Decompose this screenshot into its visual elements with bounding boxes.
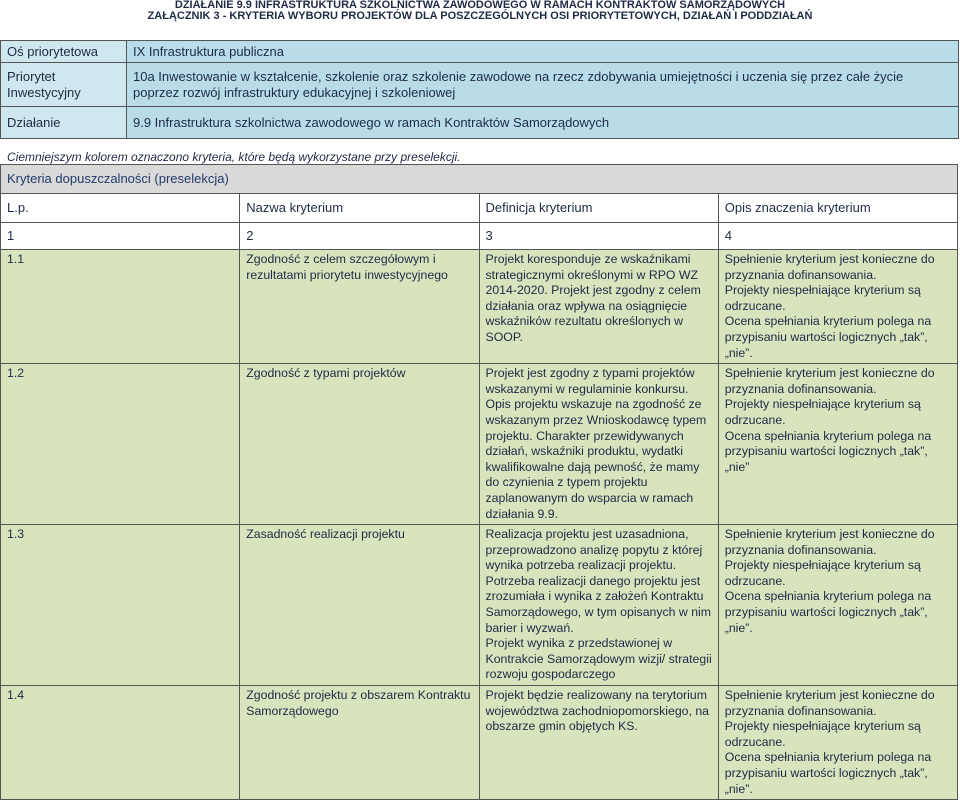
column-number: 1 [1,223,240,250]
table-row [1,525,958,686]
header-lp: L.p. [1,194,240,223]
axis-label: Oś priorytetowa [1,41,127,63]
header-title: DZIAŁANIE 9.9 INFRASTRUKTURA SZKOLNICTWA ZAWODOWEGO W RAMACH KONTRAKTÓW SAMORZĄDOWYCH [174,0,786,11]
row-description: Spełnienie kryterium jest konieczne do przyznania dofinansowania. Projekty niespełniające kryterium są odrzucane. Ocena spełniania kryterium polega na przypisaniu wartości logicznych „tak”, „nie”. [718,525,957,686]
preselection-note: Ciemniejszym kolorem oznaczono kryteria, które będą wykorzystane przy preselekcji. [7,150,461,164]
column-number: 3 [479,223,718,250]
criteria-title: Kryteria dopuszczalności (preselekcja) [1,165,958,194]
row-definition: Projekt będzie realizowany na terytorium województwa zachodniopomorskiego, na obszarze gmin objętych KS. [479,686,718,800]
row-description: Spełnienie kryterium jest konieczne do przyznania dofinansowania. Projekty niespełniające kryterium są odrzucane. Ocena spełniania kryterium polega na przypisaniu wartości logicznych „tak”, „nie”. [718,686,957,800]
row-lp: 1.1 [1,250,240,364]
axis-value: IX Infrastruktura publiczna [127,41,959,63]
criteria-table [0,164,958,800]
table-row [1,250,958,364]
table-row [1,686,958,800]
priority-axis-table [0,40,959,139]
row-name: Zasadność realizacji projektu [240,525,479,686]
row-name: Zgodność projektu z obszarem Kontraktu Samorządowego [240,686,479,800]
row-description: Spełnienie kryterium jest konieczne do przyznania dofinansowania. Projekty niespełniające kryterium są odrzucane. Ocena spełniania kryterium polega na przypisaniu wartości logicznych „tak”, „nie” [718,364,957,525]
header-description: Opis znaczenia kryterium [718,194,957,223]
action-value: 9.9 Infrastruktura szkolnictwa zawodowego w ramach Kontraktów Samorządowych [127,107,959,139]
row-description: Spełnienie kryterium jest konieczne do przyznania dofinansowania. Projekty niespełniające kryterium są odrzucane. Ocena spełniania kryterium polega na przypisaniu wartości logicznych „tak”, „nie”. [718,250,957,364]
row-name: Zgodność z typami projektów [240,364,479,525]
action-label: Działanie [1,107,127,139]
header-name: Nazwa kryterium [240,194,479,223]
header-subtitle: ZAŁĄCZNIK 3 - KRYTERIA WYBORU PROJEKTÓW DLA POSZCZEGÓLNYCH OSI PRIORYTETOWYCH, DZIAŁAŃ I PODDZIAŁAŃ [147,10,813,22]
row-definition: Realizacja projektu jest uzasadniona, przeprowadzono analizę popytu z której wynika potrzeba realizacji projektu. Potrzeba realizacji danego projektu jest zrozumiała i wynika z założeń Kontraktu Samorządowego, w tym opisanych w nim barier i wyzwań. Projekt wynika z przedstawionej w Kontrakcie Samorządowym wizji/ strategii rozwoju gospodarczego [479,525,718,686]
table-row [1,364,958,525]
document-header [0,0,960,22]
row-lp: 1.2 [1,364,240,525]
row-lp: 1.4 [1,686,240,800]
criteria-header-row [1,194,958,223]
row-definition: Projekt jest zgodny z typami projektów wskazanymi w regulaminie konkursu. Opis projektu wskazuje na zgodność ze wskazanym przez Wnioskodawcę typem projektu. Charakter przewidywanych działań, wskaźniki produktu, wydatki kwalifikowalne dają pewność, że mamy do czynienia z typem projektu zaplanowanym do wsparcia w ramach działania 9.9. [479,364,718,525]
column-number: 4 [718,223,957,250]
priority-value: 10a Inwestowanie w kształcenie, szkolenie oraz szkolenie zawodowe na rzecz zdobywania umiejętności i uczenia się przez całe życie poprzez rozwój infrastruktury edukacyjnej i szkoleniowej [127,63,959,107]
row-definition: Projekt koresponduje ze wskaźnikami strategicznymi określonymi w RPO WZ 2014-2020. Projekt jest zgodny z celem działania oraz wpływa na osiągnięcie wskaźników rezultatu określonych w SOOP. [479,250,718,364]
priority-label: Priorytet Inwestycyjny [1,63,127,107]
column-number-row [1,223,958,250]
row-name: Zgodność z celem szczegółowym i rezultatami priorytetu inwestycyjnego [240,250,479,364]
row-lp: 1.3 [1,525,240,686]
header-definition: Definicja kryterium [479,194,718,223]
column-number: 2 [240,223,479,250]
